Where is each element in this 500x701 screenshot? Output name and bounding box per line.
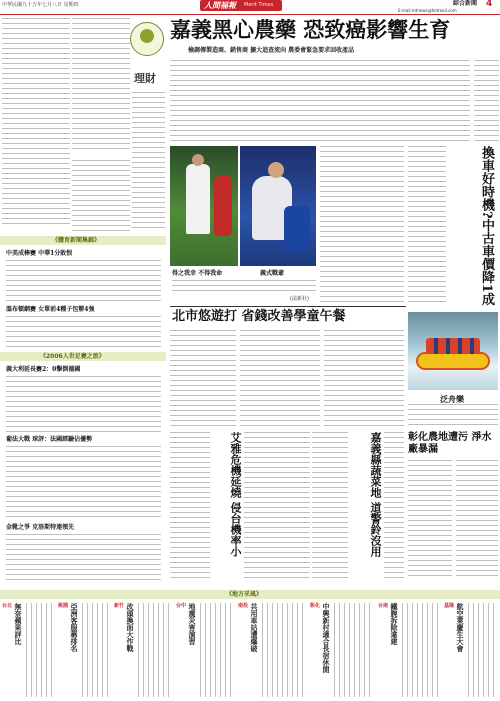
middle-headline: 北市悠遊打 省錢改善學童午餐	[172, 309, 346, 324]
masthead-date: 中華民國九十五年七月八日 星期四	[2, 2, 79, 8]
masthead-rule	[0, 14, 500, 15]
v1-text-left	[170, 432, 210, 580]
v2-text-right	[384, 432, 404, 580]
masthead-email: E-mail:mtnews@hotmail.com	[398, 8, 457, 13]
player-figure-4	[284, 206, 310, 252]
region-6: 彰化	[310, 603, 321, 609]
worldcup-heading-bar	[0, 352, 166, 361]
photo-caption-left: 得之我幸 不得我命	[172, 270, 223, 277]
story2-title: 溫布頓網賽 女單前4種子包辦4強	[6, 306, 95, 313]
finance-badge-icon	[140, 29, 154, 43]
bottom-col-2-text	[82, 603, 110, 697]
middle-text-1	[170, 330, 236, 428]
player-head-1	[192, 154, 204, 166]
bottom-col-6: 中興新村適合長宿休閒	[322, 603, 331, 673]
worldcup-heading: 《2006人世足賽之旅》	[40, 353, 105, 360]
story1-text	[6, 260, 161, 302]
photo-caption-right: 義式戰爺	[260, 270, 285, 277]
main-headline: 嘉義黑心農藥 恐致癌影響生育	[170, 17, 451, 42]
bottom-heading: 《地方采風》	[226, 591, 263, 598]
vertical-story-1: 艾雅危機延燒 侵台機率小	[229, 432, 242, 557]
story2-text	[6, 316, 161, 348]
finance-text	[132, 92, 165, 232]
right-top-text	[474, 60, 499, 142]
bottom-col-3: 改頭換面大作戰	[126, 603, 135, 652]
masthead-logo	[200, 0, 282, 11]
photo-side-text	[320, 146, 404, 306]
left-text-3	[72, 160, 130, 232]
photo-caption-note: (法新社)	[290, 296, 309, 302]
rafters	[426, 338, 480, 354]
bottom-col-5: 共用車站遭爆破	[250, 603, 259, 652]
bottom-col-8-text	[468, 603, 498, 697]
story4-text	[6, 446, 161, 520]
middle-rule	[170, 306, 406, 307]
right-vertical-headline: 換車好時機?中古車價降1成	[479, 146, 494, 306]
photo-soccer-1	[170, 146, 238, 266]
bottom-col-5-text	[262, 603, 306, 697]
bottom-col-8: 航空業慶生大會	[456, 603, 465, 652]
middle-text-3	[324, 330, 404, 428]
masthead	[0, 0, 500, 14]
right-column-text-1	[408, 146, 446, 306]
bottom-col-7: 鐵腕拆除違建	[390, 603, 399, 645]
story4-title: 葡法大戰 球評：法國經驗佔優勢	[6, 436, 93, 443]
region-2: 桃園	[58, 603, 69, 609]
left-text-2	[72, 18, 130, 153]
story5-text	[6, 534, 161, 582]
paper-name: 人間福報	[204, 0, 236, 10]
v2-text-left	[312, 432, 348, 580]
story3-text	[6, 376, 161, 432]
paper-sub: Merit Times	[244, 2, 274, 8]
bottom-col-6-text	[334, 603, 374, 697]
bottom-col-4-text	[200, 603, 234, 697]
region-4: 台中	[176, 603, 187, 609]
section-name: 綜合新聞	[453, 0, 478, 7]
bottom-heading-bar	[0, 590, 500, 599]
photo-rafting	[408, 312, 498, 390]
bottom-col-1: 無奈蘋果評比	[14, 603, 23, 645]
bottom-col-4: 地震災害演習	[188, 603, 197, 645]
region-5: 南投	[238, 603, 249, 609]
photo-soccer-2	[240, 146, 316, 266]
bottom-col-7-text	[402, 603, 440, 697]
main-story-text	[170, 60, 470, 142]
photo-caption-text	[172, 280, 316, 294]
story1-title: 中美成棒賽 中華1分敗恨	[6, 250, 73, 257]
sports-sidebar	[0, 236, 166, 588]
rafting-caption: 泛舟樂	[440, 394, 464, 404]
main-subheadline: 檢調傳製造商、銷售商 擴大追查流向 農委會緊急要求回收產品	[188, 47, 355, 54]
page-number: 4	[486, 0, 493, 9]
region-1: 台北	[2, 603, 13, 609]
raft	[416, 352, 490, 370]
story5-title: 金靴之爭 克洛斯特連領先	[6, 524, 75, 531]
bottom-col-2: 亞洲客服稱排名	[70, 603, 79, 652]
finance-badge-label: 理財	[134, 72, 156, 85]
middle-text-2	[240, 330, 320, 428]
player-figure-1	[186, 164, 210, 234]
left-text-1	[2, 18, 70, 228]
subheadline-bar	[170, 46, 470, 56]
rafting-text	[408, 404, 498, 426]
sports-heading: 《體育新聞集錦》	[52, 237, 101, 244]
bottom-columns	[0, 601, 500, 701]
player-head-3	[268, 162, 284, 178]
right-top-box	[474, 60, 499, 142]
bottom-col-3-text	[138, 603, 172, 697]
right-lower-text-2	[456, 460, 498, 580]
finance-badge	[130, 22, 164, 56]
right-lower-headline: 彰化農地遭污 淨水廠暴漏	[408, 432, 492, 455]
right-lower-text-1	[408, 460, 452, 580]
region-3: 新竹	[114, 603, 125, 609]
vertical-story-2: 嘉義縣蔬菜地 道警鈴沒用	[369, 432, 382, 557]
bottom-col-1-text	[26, 603, 54, 697]
region-8: 基隆	[444, 603, 455, 609]
story3-title: 義大利延長賽2：0擊倒德國	[6, 366, 81, 373]
v1-text-right	[244, 432, 310, 580]
region-7: 台南	[378, 603, 389, 609]
player-figure-2	[214, 176, 232, 236]
sports-heading-bar	[0, 236, 166, 245]
